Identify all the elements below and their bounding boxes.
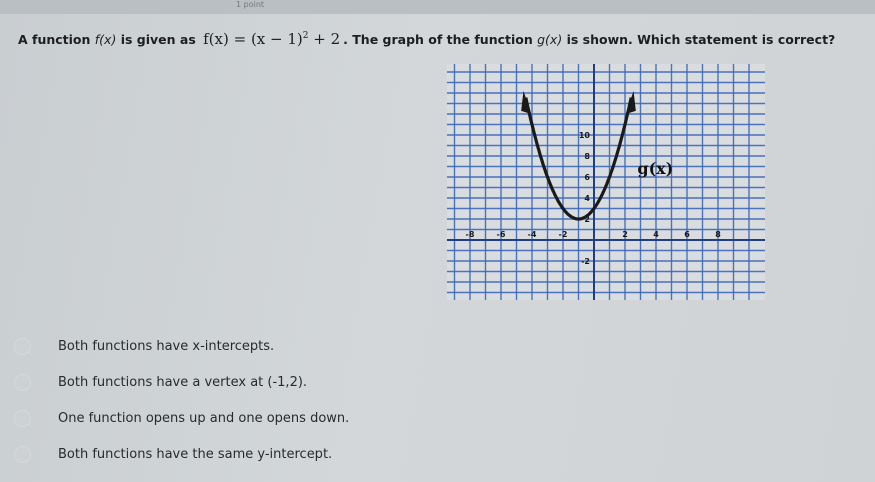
question-middle: is given as — [120, 32, 196, 47]
x-tick-label: 8 — [715, 230, 721, 239]
formula-exponent: 2 — [302, 31, 309, 41]
function-graph — [447, 64, 765, 300]
question-suffix-post: is shown. Which statement is correct? — [566, 32, 836, 47]
x-tick-label: 4 — [653, 230, 659, 239]
y-tick-label: 4 — [584, 194, 590, 203]
y-tick-label: 8 — [584, 152, 590, 161]
y-tick-label: 2 — [584, 215, 590, 224]
choice-label: Both functions have the same y-intercept. — [58, 446, 333, 462]
x-tick-label: -4 — [527, 230, 537, 239]
points-label: 1 point — [236, 0, 265, 9]
y-tick-label: 10 — [578, 131, 590, 140]
curve-label: g(x) — [637, 158, 674, 178]
x-tick-label: -8 — [465, 230, 475, 239]
radio-button[interactable] — [14, 338, 31, 355]
x-tick-label: -6 — [496, 230, 506, 239]
y-tick-label: 6 — [584, 173, 590, 182]
x-tick-label: 2 — [622, 230, 628, 239]
g-name: g(x) — [537, 32, 563, 47]
choice-label: Both functions have x-intercepts. — [58, 338, 275, 354]
question-text — [18, 30, 835, 48]
choice-4[interactable] — [10, 436, 610, 472]
choice-2[interactable] — [10, 364, 610, 400]
radio-button[interactable] — [14, 410, 31, 427]
answer-choices — [10, 328, 610, 472]
radio-button[interactable] — [14, 446, 31, 463]
question-prefix: A function — [18, 32, 91, 47]
choice-3[interactable] — [10, 400, 610, 436]
x-tick-label: -2 — [558, 230, 568, 239]
x-tick-label: 6 — [684, 230, 690, 239]
f-name: f(x) — [94, 32, 117, 47]
formula-tail: + 2 — [313, 30, 341, 48]
choice-1[interactable] — [10, 328, 610, 364]
question-suffix-pre: . The graph of the function — [343, 32, 533, 47]
top-strip — [0, 0, 875, 14]
radio-button[interactable] — [14, 374, 31, 391]
graph-svg — [447, 64, 765, 300]
y-tick-label: -2 — [581, 257, 590, 266]
formula — [203, 30, 340, 48]
choice-label: One function opens up and one opens down. — [58, 410, 350, 426]
choice-label: Both functions have a vertex at (-1,2). — [58, 374, 308, 390]
formula-main: f(x) = (x − 1) — [203, 30, 303, 48]
